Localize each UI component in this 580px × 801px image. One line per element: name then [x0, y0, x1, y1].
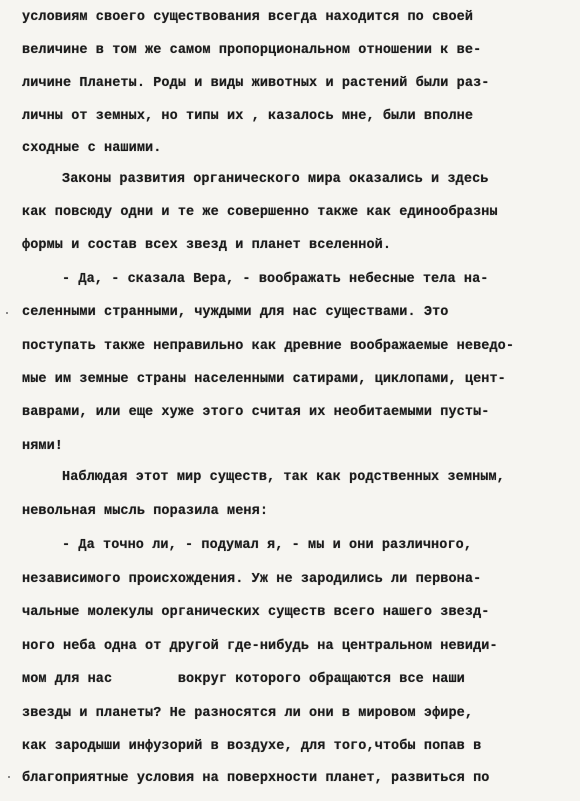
text-line: поступать также неправильно как древние воображаемые неведо-	[22, 339, 515, 354]
text-line: сходные с нашими.	[22, 141, 162, 156]
text-line: личны от земных, но типы их , казалось мне, были вполне	[22, 109, 474, 124]
text-line: селенными странными, чуждыми для нас существами. Это	[22, 305, 449, 320]
text-line: благоприятные условия на поверхности планет, развиться по	[22, 771, 490, 786]
text-line: формы и состав всех звезд и планет вселенной.	[22, 238, 392, 253]
text-line: - Да, - сказала Вера, - воображать небесные тела на-	[62, 272, 489, 287]
paper-speck	[6, 312, 8, 314]
text-line: нями!	[22, 439, 64, 454]
text-line: Законы развития органического мира оказались и здесь	[62, 172, 489, 187]
text-line: невольная мысль поразила меня:	[22, 504, 269, 519]
text-line: звезды и планеты? Не разносятся ли они в мировом эфире,	[22, 706, 474, 721]
text-line: величине в том же самом пропорциональном отношении к ве-	[22, 43, 482, 58]
text-line: Наблюдая этот мир существ, так как родственных земным,	[62, 470, 505, 485]
text-line: личине Планеты. Роды и виды животных и растений были раз-	[22, 76, 490, 91]
paper-speck	[8, 776, 10, 778]
text-line: ного неба одна от другой где-нибудь на центральном невиди-	[22, 639, 498, 654]
text-line: чальные молекулы органических существ всего нашего звезд-	[22, 605, 490, 620]
text-line: независимого происхождения. Уж не зародились ли первона-	[22, 572, 482, 587]
text-line: условиям своего существования всегда находится по своей	[22, 10, 474, 25]
text-line: ваврами, или еще хуже этого считая их необитаемыми пусты-	[22, 405, 490, 420]
text-line: мые им земные страны населенными сатирами, циклопами, цент-	[22, 372, 506, 387]
text-line: как повсюду одни и те же совершенно также как единообразны	[22, 205, 498, 220]
text-line: как зародыши инфузорий в воздухе, для того,чтобы попав в	[22, 739, 482, 754]
text-line: мом для нас вокруг которого обращаются все наши	[22, 672, 465, 687]
text-line: - Да точно ли, - подумал я, - мы и они различного,	[62, 538, 473, 553]
